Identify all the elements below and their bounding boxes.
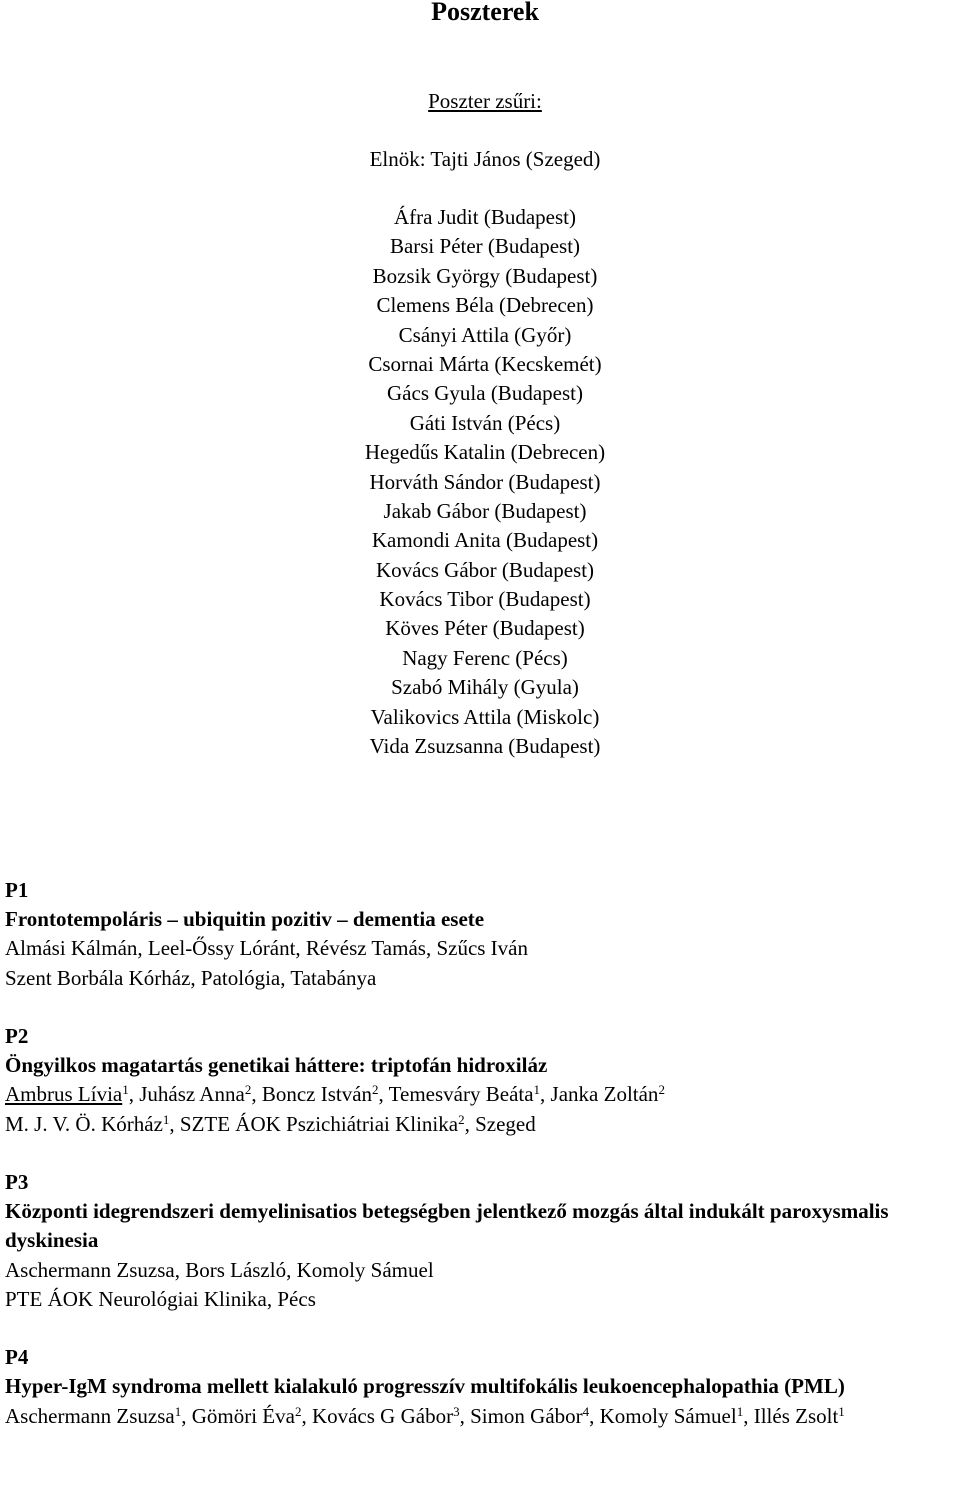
author-affiliation-index: 2: [294, 1403, 302, 1419]
author-name: , Komoly Sámuel: [589, 1403, 737, 1428]
jury-member: Barsi Péter (Budapest): [389, 234, 581, 259]
author-name: , Kovács G Gábor: [301, 1403, 454, 1428]
poster-title: Frontotempoláris – ubiquitin pozitiv – dementia esete: [5, 907, 485, 932]
jury-member: Kovács Gábor (Budapest): [375, 557, 595, 582]
poster-entry: [5, 1022, 960, 1139]
poster-authors: [5, 1402, 960, 1431]
author-affiliation-index: 2: [372, 1082, 379, 1098]
author-name: , Simon Gábor: [459, 1403, 583, 1428]
poster-id: P4: [5, 1345, 29, 1370]
jury-member: Gáti István (Pécs): [409, 410, 561, 435]
jury-member: Bozsik György (Budapest): [372, 263, 598, 288]
poster-title: Központi idegrendszeri demyelinisatios betegségben jelentkező mozgás által indukált paroxysmalis dyskinesia: [5, 1199, 889, 1253]
poster-title: Hyper-IgM syndroma mellett kialakuló progresszív multifokális leukoencephalopathia (PML): [5, 1374, 845, 1399]
jury-member: Csornai Márta (Kecskemét): [368, 351, 602, 376]
jury-member: Csányi Attila (Győr): [398, 322, 572, 347]
author-affiliation-index: 1: [174, 1403, 182, 1419]
jury-members-list: [0, 203, 960, 761]
author-affiliation-index: 1: [122, 1082, 129, 1098]
affiliation-name: M. J. V. Ö. Kórház: [5, 1111, 163, 1136]
poster-authors: Almási Kálmán, Leel-Őssy Lóránt, Révész Tamás, Szűcs Iván: [5, 936, 529, 961]
jury-member: Köves Péter (Budapest): [385, 616, 585, 641]
author-name: , Temesváry Beáta: [378, 1082, 534, 1107]
author-affiliation-index: 1: [533, 1082, 541, 1098]
jury-member: Kamondi Anita (Budapest): [371, 528, 599, 553]
affiliation-city: , Szeged: [464, 1111, 536, 1136]
author-name: , Juhász Anna: [128, 1082, 245, 1107]
author-name: , Gömöri Éva: [181, 1403, 295, 1428]
author-name: Ambrus Lívia: [5, 1082, 123, 1107]
jury-member: Valikovics Attila (Miskolc): [370, 704, 600, 729]
author-affiliation-index: 1: [838, 1403, 845, 1419]
poster-affiliation: Szent Borbála Kórház, Patológia, Tatabánya: [5, 965, 377, 990]
jury-member: Jakab Gábor (Budapest): [383, 498, 587, 523]
affiliation-name: , SZTE ÁOK Pszichiátriai Klinika: [169, 1111, 459, 1136]
author-affiliation-index: 2: [658, 1082, 665, 1098]
jury-member: Kovács Tibor (Budapest): [379, 587, 591, 612]
jury-member: Horváth Sándor (Budapest): [369, 469, 601, 494]
poster-affiliation: [5, 1110, 960, 1139]
author-affiliation-index: 1: [736, 1403, 744, 1419]
poster-id: P2: [5, 1024, 29, 1048]
author-affiliation-index: 3: [453, 1403, 460, 1419]
author-name: , Illés Zsolt: [743, 1403, 839, 1428]
page-title: Poszterek: [431, 0, 539, 26]
jury-chair: Elnök: Tajti János (Szeged): [369, 147, 601, 171]
author-name: , Janka Zoltán: [540, 1082, 659, 1107]
jury-member: Áfra Judit (Budapest): [394, 205, 576, 229]
jury-member: Szabó Mihály (Gyula): [391, 675, 579, 700]
affiliation-index: 1: [162, 1111, 170, 1127]
author-affiliation-index: 4: [582, 1403, 590, 1419]
affiliation-index: 2: [458, 1111, 465, 1127]
author-name: , Boncz István: [251, 1082, 373, 1107]
poster-list: [5, 876, 960, 1460]
jury-member: Vida Zsuzsanna (Budapest): [369, 734, 601, 759]
author-name: Aschermann Zsuzsa: [5, 1403, 175, 1428]
poster-authors: [5, 1080, 960, 1109]
jury-member: Hegedűs Katalin (Debrecen): [364, 440, 606, 465]
poster-title: Öngyilkos magatartás genetikai háttere: triptofán hidroxiláz: [5, 1053, 548, 1078]
jury-heading: Poszter zsűri:: [428, 89, 542, 113]
poster-id: P3: [5, 1170, 29, 1194]
jury-member: Nagy Ferenc (Pécs): [402, 645, 568, 670]
poster-affiliation: PTE ÁOK Neurológiai Klinika, Pécs: [5, 1286, 316, 1311]
author-affiliation-index: 2: [244, 1082, 252, 1098]
poster-id: P1: [5, 878, 29, 902]
poster-entry: [5, 876, 960, 993]
jury-member: Gács Gyula (Budapest): [387, 381, 583, 406]
poster-authors: Aschermann Zsuzsa, Bors László, Komoly Sámuel: [5, 1257, 434, 1282]
jury-member: Clemens Béla (Debrecen): [376, 293, 594, 318]
poster-entry: [5, 1343, 960, 1431]
poster-entry: [5, 1168, 960, 1314]
